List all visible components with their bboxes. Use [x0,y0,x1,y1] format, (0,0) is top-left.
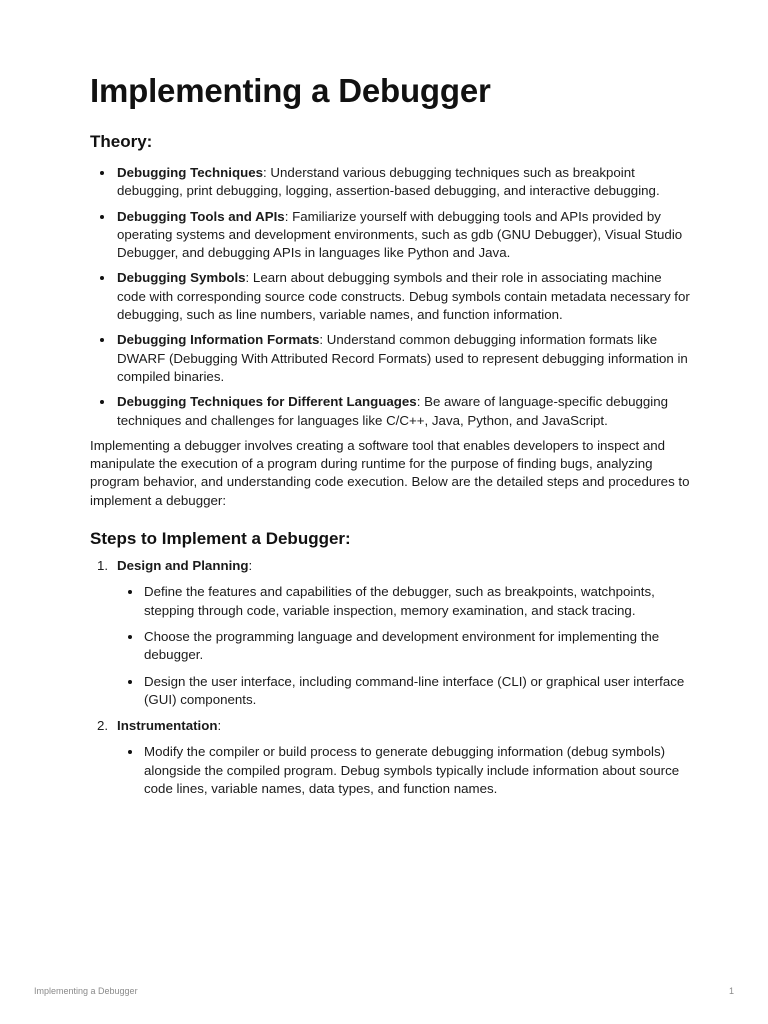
step-item [90,557,690,709]
list-item-term: Debugging Symbols [117,270,246,286]
list-item [90,393,690,430]
sub-list-item: Design the user interface, including command-line interface (CLI) or graphical user interface (GUI) components. [117,673,690,710]
list-item-text: : Be aware of language-specific debugging techniques and challenges for languages like C/C++, Java, Python, and JavaScript. [117,394,669,428]
sub-list-item: Choose the programming language and development environment for implementing the debugger. [117,628,690,665]
step-number: 2. [97,718,109,734]
list-item [90,331,690,386]
intro-paragraph: Implementing a debugger involves creating a software tool that enables developers to inspect and manipulate the execution of a program during runtime for the purpose of finding bugs, analyzing program behavior, and understanding code execution. Below are the detailed steps and procedures to implement a debugger: [90,437,690,508]
step-sub-list [117,583,690,709]
steps-heading: Steps to Implement a Debugger: [90,529,351,549]
list-item-term: Debugging Techniques [117,165,264,180]
steps-list [90,557,690,798]
step-title: Instrumentation [117,718,218,734]
step-number: 1. [97,558,109,574]
document-page [90,70,690,806]
list-item-text: : Familiarize yourself with debugging tools and APIs provided by operating systems and development environments, such as gdb (GNU Debugger), Visual Studio Debugger, and debugging APIs in languages like Python and Java. [117,208,683,261]
list-item-text: : Learn about debugging symbols and their role in associating machine code with corresponding source code constructs. Debug symbols contain metadata necessary for debugging, such as line numbers, variable names, and function information. [117,270,690,323]
step-title: Design and Planning [117,558,249,574]
list-item-term: Debugging Tools and APIs [117,208,285,224]
step-title-suffix: : [248,558,253,574]
list-item-term: Debugging Techniques for Different Languages [117,394,417,410]
list-item [90,208,690,263]
footer-document-title: Implementing a Debugger [34,986,138,996]
step-sub-list [117,743,690,798]
sub-list-item: Define the features and capabilities of the debugger, such as breakpoints, watchpoints, stepping through code, variable inspection, memory examination, and stack tracing. [117,583,690,620]
theory-heading: Theory: [90,132,153,151]
sub-list-item: Modify the compiler or build process to generate debugging information (debug symbols) alongside the compiled program. Debug symbols typically include information about source code lines, variable names, data types, and function names. [117,743,690,798]
footer-page-number: 1 [728,986,734,996]
list-item [90,164,690,201]
list-item-term: Debugging Information Formats [117,332,320,348]
list-item-text: : Understand common debugging information formats like DWARF (Debugging With Attributed Record Formats) used to represent debugging information in compiled binaries. [117,332,688,384]
list-item [90,269,690,324]
page-title: Implementing a Debugger [90,72,491,109]
step-title-suffix: : [217,718,222,734]
step-item [90,717,690,798]
theory-list [90,164,690,430]
list-item-text: : Understand various debugging techniques such as breakpoint debugging, print debugging, logging, assertion-based debugging, and interactive debugging. [117,165,660,199]
